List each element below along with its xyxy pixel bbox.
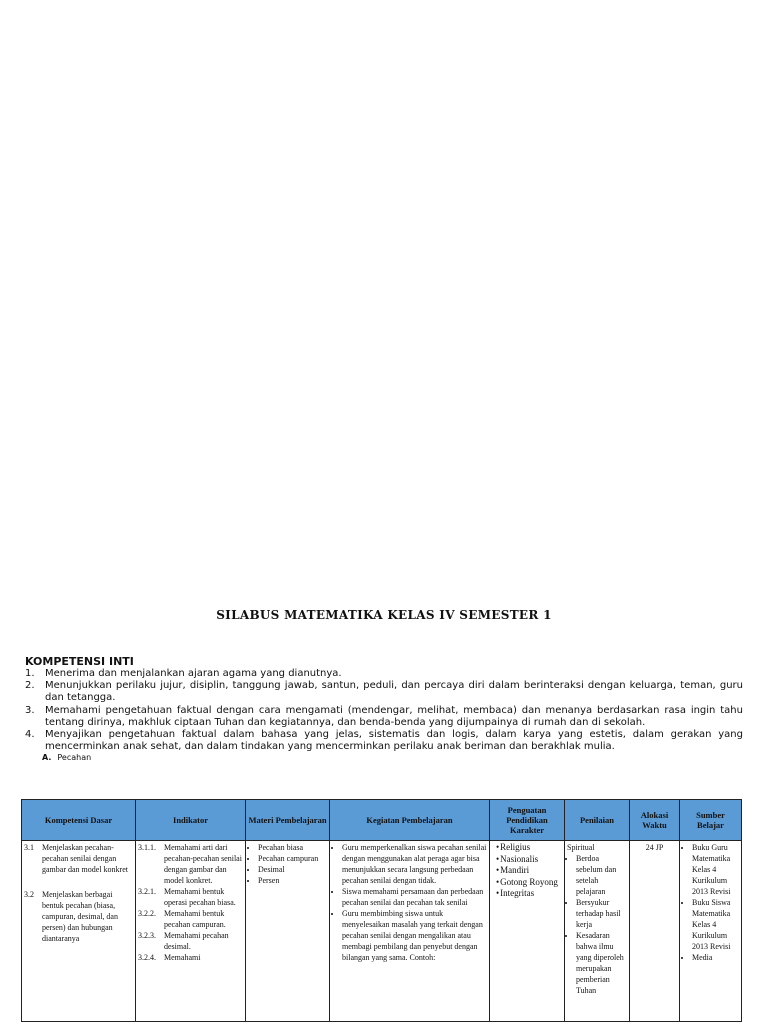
table-row	[22, 841, 742, 1022]
kegiatan-list	[332, 842, 487, 963]
penilaian-item: • Berdoa sebelum dan setelah pelajaran	[576, 853, 627, 897]
header-kompetensi-dasar: Kompetensi Dasar	[22, 800, 136, 841]
penilaian-item: • Kesadaran bahwa ilmu yang diperoleh merupakan pemberian Tuhan	[576, 930, 627, 996]
indikator-number: 3.2.1.	[138, 887, 156, 896]
sumber-item: • Buku Siswa Matematika Kelas 4 Kurikulum 2013 Revisi	[692, 897, 739, 952]
kompetensi-inti-heading: KOMPETENSI INTI	[25, 655, 134, 668]
kd-text: Menjelaskan berbagai bentuk pecahan (biasa, campuran, desimal, dan persen) dan hubungan diantaranya	[42, 890, 118, 943]
materi-item: • Pecahan campuran	[258, 853, 327, 864]
item-number: 3.	[25, 704, 35, 716]
item-number: 2.	[25, 680, 35, 692]
item-text: Menunjukkan perilaku jujur, disiplin, tanggung jawab, santun, peduli, dan percaya diri dalam berinteraksi dengan keluarga, teman, guru dan tetangga.	[45, 680, 743, 704]
section-heading	[42, 753, 91, 762]
kompetensi-inti-item	[25, 729, 743, 753]
indikator-item	[138, 842, 243, 886]
kd-item	[24, 842, 133, 875]
cell-indikator	[136, 841, 246, 1022]
kd-item	[24, 889, 133, 944]
header-penilaian: Penilaian	[565, 800, 630, 841]
kegiatan-item: • Siswa memahami persamaan dan perbedaan pecahan senilai dan pecahan tak senilai	[342, 886, 487, 908]
kegiatan-item: • Guru membimbing siswa untuk menyelesaikan masalah yang terkait dengan pecahan senilai dengan mengalikan atau membagi pembilang dan penyebut dengan bilangan yang sama. Contoh:	[342, 908, 487, 963]
header-materi: Materi Pembelajaran	[246, 800, 330, 841]
kd-number: 3.1	[24, 843, 34, 852]
penguatan-list	[492, 842, 562, 900]
sumber-item: • Media	[692, 952, 739, 963]
penguatan-item: • Nasionalis	[496, 854, 562, 866]
cell-kompetensi-dasar	[22, 841, 136, 1022]
sumber-list	[682, 842, 739, 963]
penguatan-item: • Mandiri	[496, 865, 562, 877]
item-number: 4.	[25, 729, 35, 741]
materi-list	[248, 842, 327, 886]
cell-alokasi: 24 JP	[630, 841, 680, 1022]
indikator-text: Memahami bentuk operasi pecahan biasa.	[164, 887, 236, 907]
kompetensi-inti-item	[25, 680, 743, 704]
penguatan-item: • Gotong Royong	[496, 877, 562, 889]
cell-sumber	[680, 841, 742, 1022]
item-text: Memahami pengetahuan faktual dengan cara mengamati (mendengar, melihat, membaca) dan menanya berdasarkan rasa ingin tahu tentang dirinya, makhluk ciptaan Tuhan dan kegiatannya, dan benda-benda yang dijumpainya di rumah dan di sekolah.	[45, 704, 743, 728]
header-kegiatan: Kegiatan Pembelajaran	[330, 800, 490, 841]
section-title: Pecahan	[57, 753, 92, 762]
indikator-text: Memahami	[164, 953, 201, 962]
indikator-item	[138, 930, 243, 952]
cell-materi	[246, 841, 330, 1022]
item-number: 1.	[25, 668, 35, 679]
kegiatan-item: • Guru memperkenalkan siswa pecahan senilai dengan menggunakan alat peraga agar bisa menunjukkan secara langsung perbedaan pecahan senilai dengan tidak.	[342, 842, 487, 886]
materi-item: • Desimal	[258, 864, 327, 875]
indikator-number: 3.2.2.	[138, 909, 156, 918]
indikator-text: Memahami bentuk pecahan campuran.	[164, 909, 226, 929]
item-text: Menerima dan menjalankan ajaran agama yang dianutnya.	[45, 668, 342, 679]
section-letter: A.	[42, 753, 52, 762]
header-indikator: Indikator	[136, 800, 246, 841]
penilaian-item: • Bersyukur terhadap hasil kerja	[576, 897, 627, 930]
indikator-number: 3.2.4.	[138, 953, 156, 962]
kompetensi-inti-item	[25, 705, 743, 729]
indikator-number: 3.2.3.	[138, 931, 156, 940]
cell-kegiatan	[330, 841, 490, 1022]
materi-item: • Pecahan biasa	[258, 842, 327, 853]
kompetensi-inti-item	[25, 668, 743, 680]
indikator-item	[138, 952, 243, 963]
kd-number: 3.2	[24, 890, 34, 899]
penguatan-item: • Religius	[496, 842, 562, 854]
kompetensi-inti-list	[25, 668, 743, 753]
penguatan-item: • Integritas	[496, 888, 562, 900]
indikator-item	[138, 886, 243, 908]
header-sumber: Sumber Belajar	[680, 800, 742, 841]
indikator-number: 3.1.1.	[138, 843, 156, 852]
header-alokasi: Alokasi Waktu	[630, 800, 680, 841]
sumber-item: • Buku Guru Matematika Kelas 4 Kurikulum 2013 Revisi	[692, 842, 739, 897]
indikator-text: Memahami arti dari pecahan-pecahan senilai dengan gambar dan model konkret.	[164, 843, 242, 885]
indikator-item	[138, 908, 243, 930]
kd-text: Menjelaskan pecahan-pecahan senilai dengan gambar dan model konkret	[42, 843, 128, 874]
cell-penilaian	[565, 841, 630, 1022]
item-text: Menyajikan pengetahuan faktual dalam bahasa yang jelas, sistematis dan logis, dalam karya yang estetis, dalam gerakan yang mencerminkan anak sehat, dan dalam tindakan yang mencerminkan perilaku anak beriman dan berakhlak mulia.	[45, 729, 743, 753]
page-title: SILABUS MATEMATIKA KELAS IV SEMESTER 1	[216, 608, 552, 622]
penilaian-list	[567, 853, 627, 996]
table-header-row	[22, 800, 742, 841]
penilaian-label: Spiritual	[567, 843, 595, 852]
syllabus-table	[21, 799, 742, 1022]
indikator-text: Memahami pecahan desimal.	[164, 931, 229, 951]
header-penguatan: Penguatan Pendidikan Karakter	[490, 800, 565, 841]
materi-item: • Persen	[258, 875, 327, 886]
cell-penguatan	[490, 841, 565, 1022]
